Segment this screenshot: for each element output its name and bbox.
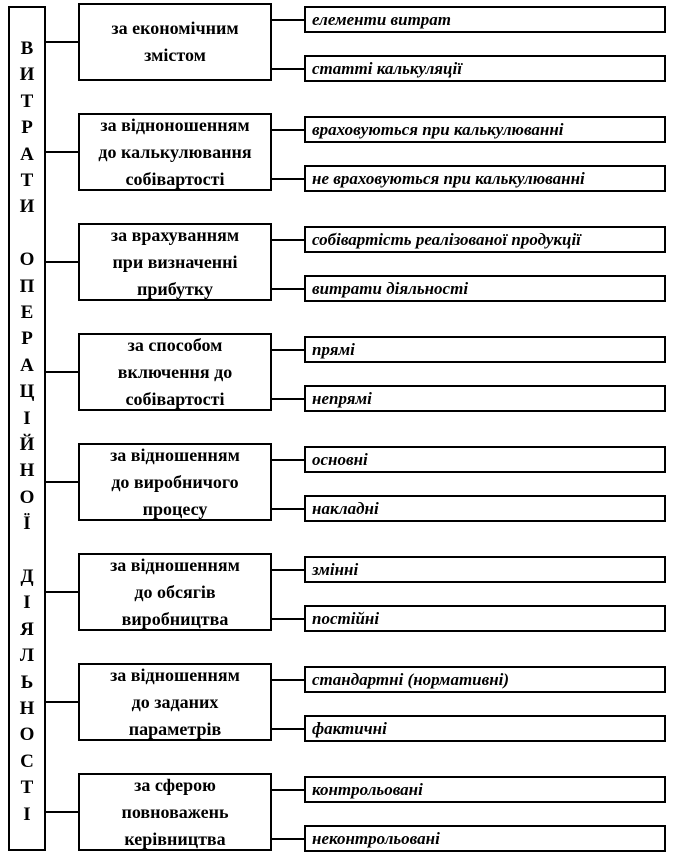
vertical-title-letter: Е bbox=[20, 302, 34, 323]
connector-category-to-item bbox=[272, 178, 304, 180]
vertical-title-letter: Р bbox=[21, 328, 33, 350]
item-box bbox=[304, 226, 666, 253]
category-label: за врахуванням при визначенні прибутку bbox=[110, 224, 240, 299]
category-box bbox=[78, 113, 272, 191]
category-label: за економічним змістом bbox=[111, 18, 239, 65]
item-label: не враховуються при калькулюванні bbox=[312, 168, 585, 188]
category-box bbox=[78, 773, 272, 851]
vertical-title-letter: І bbox=[23, 803, 31, 825]
item-label: фактичні bbox=[312, 718, 387, 738]
item-label: витрати діяльності bbox=[312, 278, 469, 298]
connector-category-to-item bbox=[272, 129, 304, 131]
item-label: непрямі bbox=[312, 388, 372, 408]
item-box bbox=[304, 116, 666, 143]
category-label: за відношенням до заданих параметрів bbox=[110, 664, 240, 739]
category-label: за відноношенням до калькулювання собівартості bbox=[98, 114, 252, 189]
item-label: накладні bbox=[312, 498, 379, 518]
connector-title-to-category bbox=[46, 811, 78, 813]
connector-title-to-category bbox=[46, 261, 78, 263]
connector-title-to-category bbox=[46, 151, 78, 153]
item-label: змінні bbox=[312, 559, 359, 579]
vertical-title-letter: Д bbox=[20, 566, 34, 587]
item-box bbox=[304, 55, 666, 82]
category-label: за сферою повноважень керівництва bbox=[121, 774, 229, 849]
connector-category-to-item bbox=[272, 789, 304, 791]
item-box bbox=[304, 336, 666, 363]
vertical-title-letter: В bbox=[20, 38, 34, 59]
connector-category-to-item bbox=[272, 288, 304, 290]
connector-category-to-item bbox=[272, 239, 304, 241]
connector-category-to-item bbox=[272, 838, 304, 840]
category-label: за способом включення до собівартості bbox=[117, 334, 233, 409]
item-box bbox=[304, 446, 666, 473]
item-box bbox=[304, 275, 666, 302]
vertical-title-letter: Н bbox=[19, 460, 35, 482]
connector-category-to-item bbox=[272, 569, 304, 571]
item-label: враховуються при калькулюванні bbox=[312, 119, 564, 139]
vertical-title-letter: О bbox=[19, 486, 35, 508]
item-box bbox=[304, 776, 666, 803]
item-label: контрольовані bbox=[312, 779, 423, 799]
vertical-title-letter: Ц bbox=[19, 381, 35, 403]
vertical-title-letter: О bbox=[19, 724, 35, 746]
category-label: за відношенням до виробничого процесу bbox=[110, 444, 240, 519]
vertical-title-letter: І bbox=[23, 592, 31, 614]
item-box bbox=[304, 165, 666, 192]
connector-title-to-category bbox=[46, 591, 78, 593]
item-label: статті калькуляції bbox=[312, 58, 462, 78]
vertical-title-letter: Т bbox=[20, 90, 34, 112]
item-box bbox=[304, 495, 666, 522]
connector-category-to-item bbox=[272, 349, 304, 351]
connector-category-to-item bbox=[272, 19, 304, 21]
item-label: собівартість реалізованої продукції bbox=[312, 229, 581, 249]
item-label: постійні bbox=[312, 608, 380, 628]
connector-category-to-item bbox=[272, 679, 304, 681]
vertical-title-letter: Т bbox=[20, 777, 34, 799]
connector-title-to-category bbox=[46, 371, 78, 373]
category-box bbox=[78, 223, 272, 301]
category-box bbox=[78, 333, 272, 411]
item-label: стандартні (нормативні) bbox=[312, 669, 510, 689]
item-label: елементи витрат bbox=[312, 9, 452, 29]
item-box bbox=[304, 825, 666, 852]
item-box bbox=[304, 605, 666, 632]
connector-category-to-item bbox=[272, 68, 304, 70]
item-label: основні bbox=[312, 449, 368, 469]
connector-category-to-item bbox=[272, 728, 304, 730]
item-label: неконтрольовані bbox=[312, 828, 440, 848]
connector-category-to-item bbox=[272, 618, 304, 620]
connector-category-to-item bbox=[272, 459, 304, 461]
item-box bbox=[304, 715, 666, 742]
connector-title-to-category bbox=[46, 701, 78, 703]
vertical-title-letter: П bbox=[19, 275, 35, 297]
vertical-title-box bbox=[8, 6, 46, 851]
vertical-title-letter: Р bbox=[21, 117, 33, 139]
category-box bbox=[78, 3, 272, 81]
vertical-title-letter: И bbox=[19, 64, 35, 86]
vertical-title-letter: Л bbox=[19, 645, 35, 667]
vertical-title-letter: Ї bbox=[23, 513, 31, 535]
category-box bbox=[78, 663, 272, 741]
item-box bbox=[304, 666, 666, 693]
connector-title-to-category bbox=[46, 41, 78, 43]
vertical-title-letter: Н bbox=[19, 698, 35, 719]
vertical-title-letter: А bbox=[20, 354, 34, 376]
connector-category-to-item bbox=[272, 398, 304, 400]
category-box bbox=[78, 443, 272, 521]
category-label: за відношенням до обсягів виробництва bbox=[110, 554, 240, 629]
vertical-title-letter: Я bbox=[20, 618, 34, 640]
connector-title-to-category bbox=[46, 481, 78, 483]
vertical-title-letter: И bbox=[19, 196, 35, 218]
category-box bbox=[78, 553, 272, 631]
vertical-title-letter: А bbox=[20, 143, 34, 165]
item-box bbox=[304, 556, 666, 583]
vertical-title-letter: І bbox=[23, 407, 31, 429]
vertical-title-letter: Ь bbox=[20, 671, 34, 693]
vertical-title-letter: С bbox=[20, 750, 34, 772]
connector-category-to-item bbox=[272, 508, 304, 510]
vertical-title-letter: Й bbox=[19, 434, 35, 455]
item-box bbox=[304, 385, 666, 412]
vertical-title-letter: Т bbox=[20, 170, 34, 191]
item-box bbox=[304, 6, 666, 33]
vertical-title-letter: О bbox=[19, 249, 35, 271]
item-label: прямі bbox=[312, 339, 355, 359]
